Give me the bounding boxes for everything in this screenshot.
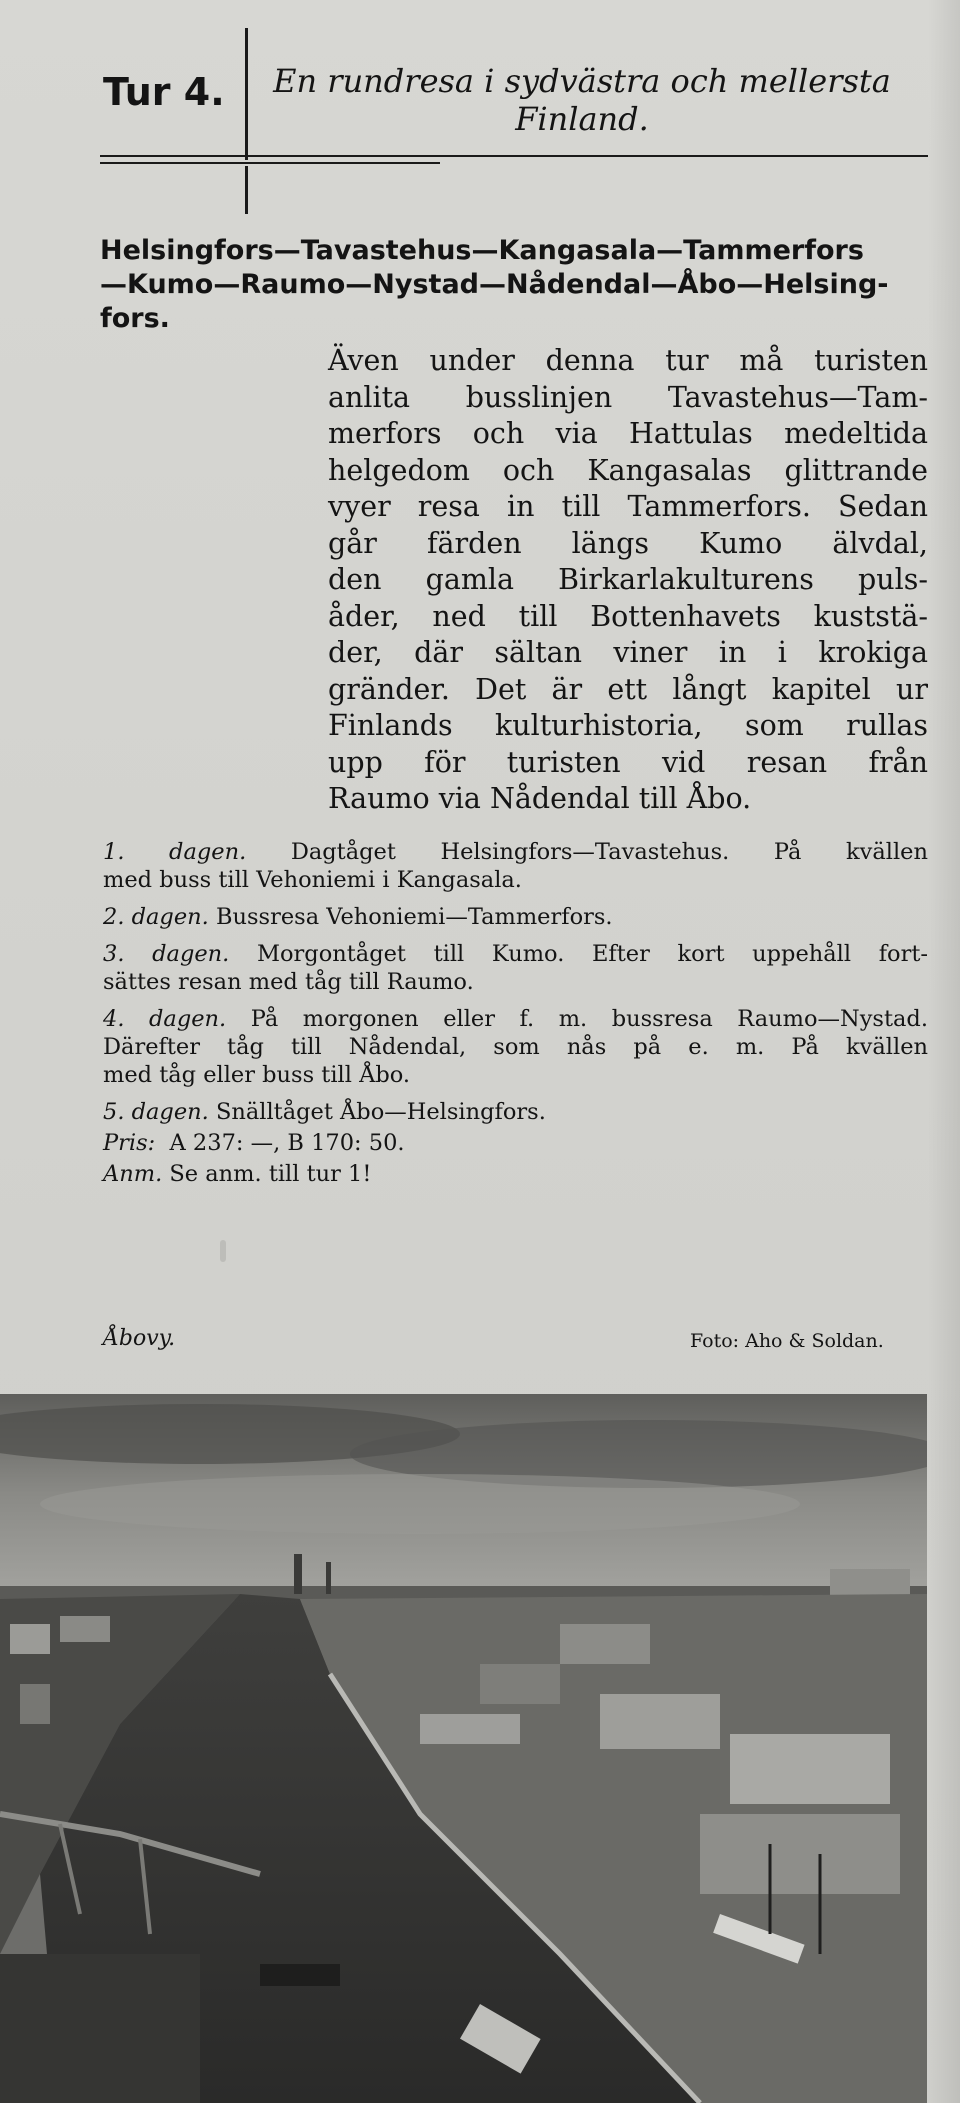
intro-line: den gamla Birkarlakulturens puls- <box>328 563 928 596</box>
intro-line: helgedom och Kangasalas glittrande <box>328 453 928 487</box>
subtitle-line-2: Finland. <box>515 100 649 138</box>
day-line: med tåg eller buss till Åbo. <box>103 1062 411 1088</box>
day-text: Dagtåget Helsingfors—Tavastehus. På kvällen <box>290 839 928 865</box>
day-line <box>103 903 928 931</box>
itinerary-day-2 <box>103 903 928 931</box>
header-vertical-rule <box>245 28 248 160</box>
route-heading <box>100 234 928 336</box>
page-edge-shadow <box>928 0 960 2103</box>
day-line: Därefter tåg till Nådendal, som nås på e. m. På kvällen <box>103 1034 928 1060</box>
price-line <box>103 1129 928 1157</box>
river-harbour-photo <box>0 1394 927 2103</box>
intro-paragraph <box>328 343 928 818</box>
day-text: Snälltåget Åbo—Helsingfors. <box>215 1099 546 1125</box>
day-label: 2. dagen. <box>103 904 209 930</box>
day-line <box>103 940 928 968</box>
route-line-1: Helsingfors—Tavastehus—Kangasala—Tammerfors <box>100 235 864 266</box>
header-rule-long <box>100 155 928 157</box>
route-line-3: fors. <box>100 303 170 334</box>
day-label: 3. dagen. <box>103 941 230 967</box>
day-line <box>103 1098 928 1126</box>
header-vertical-rule-lower <box>245 166 248 214</box>
photo-caption: Åbovy. <box>103 1326 176 1351</box>
itinerary-day-4 <box>103 1005 928 1089</box>
note-line <box>103 1160 928 1188</box>
day-label: 5. dagen. <box>103 1099 209 1125</box>
day-text: På morgonen eller f. m. bussresa Raumo—Nystad. <box>250 1006 928 1032</box>
itinerary <box>103 838 928 1197</box>
note-row <box>103 1160 928 1188</box>
day-text: Bussresa Vehoniemi—Tammerfors. <box>215 904 613 930</box>
price-label: Pris: <box>103 1130 156 1156</box>
note-label: Anm. <box>103 1161 163 1187</box>
intro-line: Även under denna tur må turisten <box>328 344 928 377</box>
intro-line: gränder. Det är ett långt kapitel ur <box>328 672 928 706</box>
tour-subtitle <box>262 62 902 138</box>
print-blemish <box>220 1240 226 1262</box>
price-row <box>103 1129 928 1157</box>
photo-illustration <box>0 1394 927 2103</box>
intro-line: merfors och via Hattulas medeltida <box>328 417 928 450</box>
price-text: A 237: —, B 170: 50. <box>169 1130 405 1156</box>
day-line: sättes resan med tåg till Raumo. <box>103 969 474 995</box>
day-line <box>103 838 928 866</box>
day-line <box>103 1005 928 1033</box>
route-line-2: —Kumo—Raumo—Nystad—Nådendal—Åbo—Helsing- <box>100 269 889 300</box>
tour-number: Tur 4. <box>103 70 225 114</box>
intro-line: åder, ned till Bottenhavets kuststä- <box>328 599 928 633</box>
header-rule-short <box>100 162 440 164</box>
intro-line: anlita busslinjen Tavastehus—Tam- <box>328 380 928 414</box>
day-line: med buss till Vehoniemi i Kangasala. <box>103 867 522 893</box>
photo-credit: Foto: Aho & Soldan. <box>690 1330 884 1352</box>
intro-line: der, där sältan viner in i krokiga <box>328 636 928 669</box>
itinerary-day-1 <box>103 838 928 894</box>
intro-line: Raumo via Nådendal till Åbo. <box>328 782 752 815</box>
intro-line: vyer resa in till Tammerfors. Sedan <box>328 490 928 523</box>
day-label: 4. dagen. <box>103 1006 227 1032</box>
intro-line: Finlands kulturhistoria, som rullas <box>328 709 928 742</box>
day-label: 1. dagen. <box>103 839 247 865</box>
itinerary-day-3 <box>103 940 928 996</box>
subtitle-line-1: En rundresa i sydvästra och mellersta <box>273 62 891 100</box>
day-text: Morgontåget till Kumo. Efter kort uppehåll fort- <box>256 941 928 967</box>
intro-line: går färden längs Kumo älvdal, <box>328 526 928 560</box>
church-tower <box>294 1554 302 1594</box>
itinerary-day-5 <box>103 1098 928 1126</box>
note-text: Se anm. till tur 1! <box>169 1161 372 1187</box>
intro-line: upp för turisten vid resan från <box>328 745 928 779</box>
barge <box>260 1964 340 1986</box>
